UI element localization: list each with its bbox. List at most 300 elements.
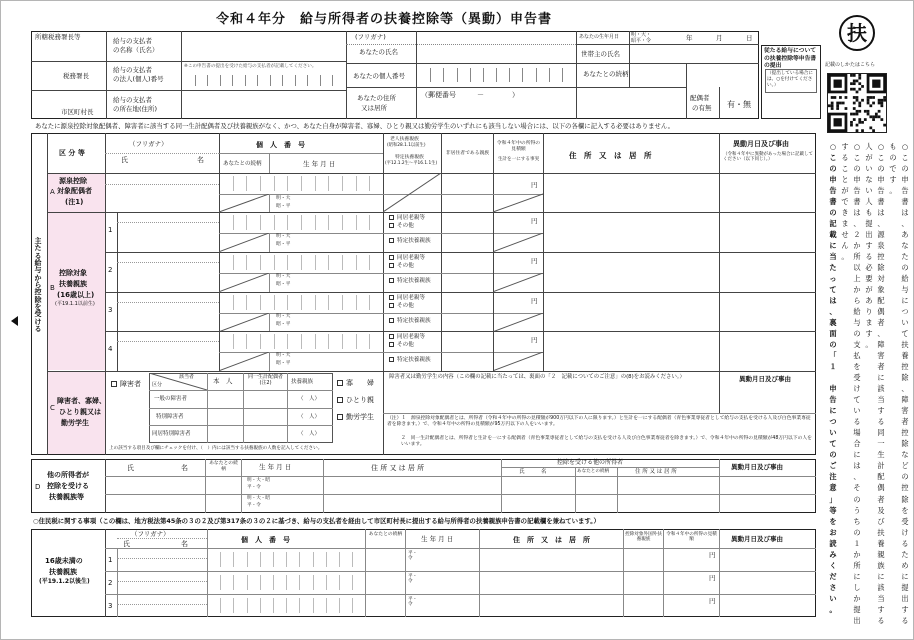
payer-address-label-2: の所在地(住所) [113, 105, 158, 113]
side-note-column: ○ こ の 申 告 書 は 、 源 泉 控 除 対 象 配 偶 者 、 障 害 者 に 該 当 す る 同 一 生 計 配 偶 者 及 び 扶 養 親 族 に 該 当 す る [877, 142, 885, 625]
your-name-label: あなたの氏名 [359, 48, 398, 56]
e-digit-divider [299, 598, 300, 613]
c-reason-label: 障害者又は勤労学生の内容（この欄の記載に当たっては、裏面の「２ 記載についてのご注意」の(8)をお読みください。） [389, 374, 685, 380]
kojin-digit-divider [356, 334, 357, 349]
section-b-label-3: (16歳以上) [57, 291, 95, 299]
kojin-digit-divider [246, 334, 247, 349]
b-row-yen: 円 [531, 217, 538, 225]
col-change: 異動月日及び事由 [733, 140, 789, 148]
kojin-digit-divider [301, 334, 302, 349]
e-digit-divider [220, 598, 221, 613]
b-check-tokutei[interactable]: 特定扶養親族 [389, 238, 431, 244]
kojin-digit-divider [287, 334, 288, 349]
your-address-label: あなたの住所 [357, 94, 396, 102]
digit-divider [307, 75, 308, 86]
kojin-digit-divider [246, 176, 247, 191]
d-other-relation: あなたとの続柄 [577, 469, 610, 474]
digit-divider [232, 75, 233, 86]
b-check-other[interactable]: その他 [389, 263, 414, 269]
digit-divider [295, 75, 296, 86]
e-digit-divider [339, 598, 340, 613]
kojin-digit-divider [233, 176, 234, 191]
digit-divider [509, 68, 510, 82]
kojin-digit-divider [342, 334, 343, 349]
e-digit-divider [247, 552, 248, 567]
qr-code-icon[interactable] [827, 73, 887, 133]
d-era-1: 明・大・昭 [247, 478, 270, 483]
digit-divider [483, 68, 484, 82]
postal-code-field[interactable]: （郵便番号 － ） [421, 91, 519, 99]
c-honnin: 本 人 [213, 377, 233, 385]
b-row-yen: 円 [531, 256, 538, 265]
your-address-label-2: 又は居所 [361, 104, 387, 112]
b-check-other[interactable]: その他 [389, 303, 414, 309]
kojin-digit-divider [328, 176, 329, 191]
kojin-digit-divider [260, 176, 261, 191]
section-d-label: 他の所得者が [47, 471, 89, 479]
head-name-label: 世帯主の氏名 [581, 50, 620, 58]
e-address: 住 所 又 は 居 所 [513, 536, 590, 544]
kojin-digit-divider [233, 255, 234, 270]
c-reason-field[interactable] [387, 383, 717, 413]
kojin-digit-divider [328, 334, 329, 349]
e-nonres: 控除対象外国外扶養親族 [625, 532, 662, 543]
spouse-yes-no[interactable]: 有・無 [727, 100, 751, 109]
secondary-salary-note: 従たる給与についての扶養控除等申告書の提出 [764, 48, 817, 70]
kojin-digit-divider [315, 215, 316, 230]
b-relation-slash [219, 233, 269, 252]
col-nonresident: 非居住者である親族 [445, 151, 490, 156]
b-row-split [269, 273, 270, 292]
digit-divider [536, 68, 537, 82]
b-row-number: 1 [108, 226, 113, 234]
section-e-label-2: 扶養親族 [49, 568, 77, 576]
section-d-letter: D [35, 483, 41, 491]
kojin-digit-divider [301, 255, 302, 270]
e-digit-divider [260, 552, 261, 567]
c-shogaisha-label: 障害者 [120, 380, 141, 388]
c-dokyo-tokubetsu: 同居特別障害者 [152, 431, 191, 437]
section-e-label: 16歳未満の [45, 557, 83, 565]
kojin-digit-divider [301, 176, 302, 191]
e-kojin: 個 人 番 号 [241, 536, 290, 544]
digit-divider [496, 68, 497, 82]
kojin-digit-divider [328, 255, 329, 270]
kojin-digit-divider [356, 215, 357, 230]
c-note-1: （注）１ 源泉控除対象配偶者とは、所得者（令和４年中の所得の見積額が900万円以下の人に限ります。）と生計を一にする配偶者（青色事業専従者として給与の支払を受ける人及び白色事業専従者を除きます。）で、令和４年中の所得の見積額が95万円以下の人をいいます。 [387, 416, 811, 428]
digit-divider [470, 68, 471, 82]
kojin-digit-divider [260, 255, 261, 270]
e-relation: あなたとの続柄 [368, 532, 403, 537]
kojin-digit-divider [274, 295, 275, 310]
col-furigana: （フリガナ） [129, 140, 168, 148]
section-b-label: 控除対象 [59, 269, 87, 277]
kojin-digit-divider [274, 176, 275, 191]
e-digit-divider [247, 575, 248, 590]
digit-divider [332, 75, 333, 86]
kojin-digit-divider [315, 295, 316, 310]
b-check-other[interactable]: その他 [389, 342, 414, 348]
d-shi: 氏 [127, 464, 134, 472]
kojin-digit-divider [246, 295, 247, 310]
e-row-dot [117, 558, 207, 559]
your-name-field[interactable] [417, 45, 575, 62]
a-era: 明・大 [276, 196, 291, 201]
digit-divider [207, 75, 208, 86]
kojin-digit-divider [369, 255, 370, 270]
section-b-label-2: 扶養親族 [59, 280, 87, 288]
side-note-column: ○ こ の 申 告 書 は 、 あ な た の 給 与 に つ い て 扶 養 控 除 、 障 害 者 控 除 な ど の 控 除 を 受 け る た め に 提 出 す る [901, 142, 909, 625]
kojin-digit-divider [369, 215, 370, 230]
kojin-digit-divider [315, 334, 316, 349]
side-note-column: す る こ と が で き ま せ ん 。 [841, 142, 849, 262]
b-row-era-2: 昭・平 [276, 242, 291, 247]
b-check-tokutei[interactable]: 特定扶養親族 [389, 357, 431, 363]
kojin-digit-divider [356, 295, 357, 310]
e-mei: 名 [181, 540, 188, 548]
e-digit-divider [260, 575, 261, 590]
col-special: 特定扶養親族 [395, 155, 424, 160]
your-number-label: あなたの個人番号 [353, 72, 405, 80]
a-yen: 円 [531, 181, 538, 189]
relation-label: あなたとの続柄 [583, 70, 629, 78]
kojin-digit-divider [342, 176, 343, 191]
form-badge: 扶 [839, 15, 875, 51]
e-income: 令和４年中の所得の見積額 [666, 532, 717, 543]
c-bottom-note: 上の該当する項目及び欄にチェックを付け、（ ）内には該当する扶養親族の人数を記入してください。 [109, 446, 323, 451]
payer-number-note: ※この申告書の提出を受けた給与の支払者が記載してください。 [184, 64, 317, 69]
kojin-digit-divider [233, 295, 234, 310]
kojin-digit-divider [356, 176, 357, 191]
tax-office-label: 所轄税務署長等 [35, 33, 81, 41]
kojin-digit-divider [233, 334, 234, 349]
section-a-label: 源泉控除 [59, 177, 87, 185]
e-digit-divider [313, 552, 314, 567]
b-check-tokutei[interactable]: 特定扶養親族 [389, 318, 431, 324]
e-row-yen: 円 [709, 597, 716, 605]
kojin-digit-divider [328, 295, 329, 310]
b-check-other[interactable]: その他 [389, 223, 414, 229]
digit-divider [430, 68, 431, 82]
section-c-label-2: ひとり親又は [59, 408, 101, 416]
b-row-number: 4 [108, 345, 113, 354]
resident-tax-header: ○住民税に関する事項（この欄は、地方税法第45条の３の２及び第317条の３の２に基づき、給与の支払者を経由して市区町村長に提出する給与所得者の扶養親族申告書の記載欄を兼ねています。） [33, 517, 600, 525]
e-digit-divider [326, 598, 327, 613]
kojin-digit-divider [233, 215, 234, 230]
e-digit-divider [313, 575, 314, 590]
e-row-era: 平・令 [408, 574, 418, 585]
payer-address-label: 給与の支払者 [113, 96, 152, 104]
kojin-digit-divider [287, 255, 288, 270]
digit-divider [270, 75, 271, 86]
e-digit-divider [273, 575, 274, 590]
city-head-label: 市区町村長 [61, 108, 94, 116]
how-to-link[interactable]: 記載のしかたはこちら [825, 62, 876, 68]
e-digit-divider [352, 598, 353, 613]
col-special-sub: (平12.1.2生～平16.1.1生) [385, 161, 438, 166]
d-change: 異動月日及び事由 [731, 463, 783, 471]
digit-divider [522, 68, 523, 82]
b-row-divider [105, 331, 816, 332]
section-d-label-2: 控除を受ける [47, 482, 89, 490]
col-remit: 生計を一にする事実 [497, 157, 540, 162]
secondary-salary-subnote: （提出している場合には、○を付けてください。） [767, 71, 813, 88]
kojin-digit-divider [260, 334, 261, 349]
kojin-digit-divider [328, 215, 329, 230]
e-row-number: 2 [108, 579, 113, 587]
spouse-label-2: の有無 [692, 104, 712, 112]
b-row-dot [117, 302, 219, 303]
b-row-era: 明・大 [276, 234, 291, 239]
e-digit-divider [233, 575, 234, 590]
kojin-digit-divider [301, 295, 302, 310]
e-digit-divider [352, 575, 353, 590]
e-digit-divider [339, 552, 340, 567]
payer-number-label: 給与の支払者 [113, 66, 152, 74]
digit-divider [443, 68, 444, 82]
b-row-dot [117, 222, 219, 223]
kojin-digit-divider [274, 215, 275, 230]
birth-label: あなたの生年月日 [579, 34, 620, 40]
payer-name-label: 給与の支払者 [113, 37, 152, 45]
c-note-2: ２ 同一生計配偶者とは、所得者と生計を一にする配偶者（青色事業専従者として給与の支払を受ける人及び白色事業専従者を除きます。）で、令和４年中の所得の見積額が48万円以下の人をいいます。 [401, 436, 812, 448]
col-elder: 老人扶養親族 [390, 137, 419, 142]
a-era-2: 昭・平 [276, 204, 291, 209]
col-kojin: 個 人 番 号 [256, 141, 305, 149]
kojin-digit-divider [369, 176, 370, 191]
d-mei: 名 [181, 464, 188, 472]
instruction-text: あなたに源泉控除対象配偶者、障害者に該当する同一生計配偶者及び扶養親族がなく、かつ、あなた自身が障害者、寡婦、ひとり親又は勤労学生のいずれにも該当しない場合には、以下の各欄に記入する必要はありません。 [35, 122, 675, 130]
tax-office-head-label: 税務署長 [63, 72, 89, 80]
kojin-digit-divider [260, 295, 261, 310]
e-row-number: 3 [108, 602, 113, 610]
form-title: 令和４年分 給与所得者の扶養控除等（異動）申告書 [216, 12, 553, 27]
c-doitsu: 同一生計配偶者(注2) [247, 374, 283, 386]
c-kinro-check[interactable] [337, 413, 374, 421]
kojin-digit-divider [274, 255, 275, 270]
b-relation-slash [219, 313, 269, 332]
e-digit-divider [326, 552, 327, 567]
b-row-yen: 円 [531, 296, 538, 305]
kojin-digit-divider [342, 255, 343, 270]
kojin-digit-divider [356, 255, 357, 270]
b-row-number: 3 [108, 305, 113, 314]
e-row-divider [105, 594, 816, 595]
e-row-yen: 円 [709, 551, 716, 559]
payer-number-field[interactable] [182, 71, 345, 90]
b-col-split [493, 212, 494, 371]
c-nin-2[interactable]: （ 人） [298, 414, 321, 420]
e-digit-divider [233, 552, 234, 567]
e-row-dot [117, 604, 207, 605]
left-arrow-icon [11, 316, 18, 326]
section-a-letter: A [50, 188, 55, 196]
digit-divider [195, 75, 196, 86]
b-row-split [269, 313, 270, 332]
e-row-dot [117, 581, 207, 582]
d-other-name: 氏 名 [519, 469, 547, 475]
e-shi: 氏 [123, 540, 130, 548]
kojin-digit-divider [342, 295, 343, 310]
b-row-split [269, 352, 270, 371]
c-nin-3[interactable]: （ 人） [298, 431, 321, 437]
c-kubun: 区分 [152, 382, 163, 388]
e-digit-divider [326, 575, 327, 590]
side-note-column: 人 が い な い 人 も 提 出 す る 必 要 が あ り ま す 。 [865, 142, 873, 350]
d-era-1b: 平・令 [247, 485, 261, 490]
e-digit-divider [220, 575, 221, 590]
b-row-divider [105, 252, 816, 253]
c-nin-1[interactable]: （ 人） [298, 396, 321, 402]
digit-divider [220, 75, 221, 86]
c-hitorioya-label: ひとり親 [346, 396, 374, 404]
c-kafu-check[interactable] [337, 379, 374, 387]
kojin-digit-divider [369, 334, 370, 349]
b-row-number: 2 [108, 265, 113, 274]
b-row-era-2: 昭・平 [276, 281, 291, 287]
c-hitorioya-check[interactable] [337, 396, 374, 404]
col-shi: 氏 [121, 156, 128, 164]
e-row-era: 平・令 [408, 597, 418, 608]
col-relation: あなたとの続柄 [223, 161, 262, 167]
e-change: 異動月日及び事由 [731, 535, 783, 543]
b-relation-slash [219, 352, 269, 371]
section-e-label-3: (平19.1.2以後生) [39, 578, 90, 585]
c-kafu-label: 寡 婦 [346, 379, 374, 387]
payer-name-field[interactable] [182, 32, 345, 61]
side-note-column: ○ こ の 申 告 書 は 、 ２ か 所 以 上 か ら 給 与 の 支 払 を 受 け て い る 場 合 に は 、 そ の う ち の １ か 所 に し か 提 出 [853, 142, 861, 625]
d-relation: あなたとの続柄 [209, 461, 238, 472]
e-digit-divider [286, 575, 287, 590]
c-tokubetsu: 特別障害者 [156, 414, 184, 420]
d-other-address: 住 所 又 は 居 所 [635, 469, 677, 475]
furigana-label: (フリガナ) [355, 33, 386, 41]
payer-number-label-2: の法人(個人)番号 [113, 75, 164, 83]
e-digit-divider [273, 598, 274, 613]
digit-divider [320, 75, 321, 86]
d-era-2b: 平・令 [247, 503, 261, 508]
side-note-column: も の で す 。 [889, 142, 897, 196]
payer-address-field[interactable] [182, 91, 345, 118]
b-relation-slash [219, 273, 269, 292]
e-digit-divider [273, 552, 274, 567]
kojin-digit-divider [342, 215, 343, 230]
b-remit-slash [493, 313, 543, 332]
d-other-payer: 控除を受ける他の所得者 [557, 459, 624, 466]
c-kinro-label: 勤労学生 [346, 413, 374, 421]
section-c-label-3: 勤労学生 [61, 419, 89, 427]
b-row-split [269, 233, 270, 252]
section-d-label-3: 扶養親族等 [49, 493, 84, 501]
payer-name-label-2: の名称（氏名） [113, 46, 159, 54]
kojin-digit-divider [274, 334, 275, 349]
col-income: 令和４年中の所得の見積額 [496, 141, 541, 152]
b-check-doukyo[interactable]: 同居老親等 [389, 255, 425, 261]
b-row-era: 明・大 [276, 353, 291, 359]
spouse-label: 配偶者 [690, 94, 710, 102]
kojin-digit-divider [287, 295, 288, 310]
section-a-label-2: 対象配偶者 [57, 187, 92, 195]
c-change-label: 異動月日及び事由 [739, 375, 791, 383]
digit-divider [549, 68, 550, 82]
e-digit-divider [313, 598, 314, 613]
e-digit-divider [339, 575, 340, 590]
e-digit-divider [299, 552, 300, 567]
c-shogaisha-check[interactable] [111, 380, 141, 388]
section-b-letter: B [50, 284, 55, 292]
kojin-digit-divider [315, 255, 316, 270]
b-row-era: 明・大 [276, 313, 291, 319]
digit-divider [257, 75, 258, 86]
b-check-tokutei[interactable]: 特定扶養親族 [389, 278, 431, 284]
side-notes [827, 141, 911, 631]
e-furigana: （フリガナ） [131, 530, 170, 538]
kojin-digit-divider [246, 255, 247, 270]
col-mei: 名 [197, 156, 204, 164]
c-fuyou: 扶養親族 [291, 379, 314, 385]
birth-year-unit: 年 [686, 34, 693, 42]
c-ippan: 一般の障害者 [154, 396, 188, 402]
e-digit-divider [286, 552, 287, 567]
b-row-divider [105, 292, 816, 293]
b-row-dot [117, 341, 219, 342]
col-change-note: （令和４年中に異動があった場合に記載してください（以下同じ）。） [723, 152, 813, 163]
c-gaitosha: 該当者 [179, 374, 195, 380]
b-check-doukyo[interactable]: 同居老親等 [389, 215, 425, 221]
digit-divider [457, 68, 458, 82]
e-digit-divider [233, 598, 234, 613]
b-row-era: 明・大 [276, 273, 291, 279]
birth-era: 明・大・昭平・令 [631, 32, 652, 44]
e-digit-divider [299, 575, 300, 590]
digit-divider [282, 75, 283, 86]
e-birth: 生 年 月 日 [421, 535, 454, 543]
digit-divider [245, 75, 246, 86]
birth-day-unit: 日 [746, 34, 753, 42]
b-check-doukyo[interactable]: 同居老親等 [389, 295, 425, 301]
section-a-label-3: (注1) [65, 198, 84, 206]
e-digit-divider [286, 598, 287, 613]
e-row-yen: 円 [709, 574, 716, 582]
kojin-digit-divider [287, 176, 288, 191]
your-number-field[interactable] [417, 64, 575, 86]
b-remit-slash [493, 273, 543, 292]
e-digit-divider [260, 598, 261, 613]
side-note-column: ○ こ の 申 告 書 の 記 載 に 当 た っ て は 、 裏 面 の 「 １ 申 告 に つ い て の ご 注 意 」 等 を お 読 み く だ さ い 。 [829, 142, 837, 614]
e-row-era: 平・令 [408, 551, 418, 562]
d-birth: 生 年 月 日 [259, 463, 292, 471]
b-row-era-2: 昭・平 [276, 321, 291, 327]
main-section-label: 主 た る 給 与 か ら 控 除 を 受 け る [34, 237, 42, 334]
birth-month-unit: 月 [716, 34, 723, 42]
section-c-label: 障害者、寡婦、 [57, 397, 106, 405]
kojin-digit-divider [287, 215, 288, 230]
e-row-divider [105, 571, 816, 572]
b-remit-slash [493, 233, 543, 252]
b-row-era-2: 昭・平 [276, 361, 291, 367]
e-digit-divider [247, 598, 248, 613]
b-check-doukyo[interactable]: 同居老親等 [389, 334, 425, 340]
b-row-dot [117, 262, 219, 263]
kojin-digit-divider [260, 215, 261, 230]
col-address: 住 所 又 は 居 所 [569, 151, 652, 160]
e-digit-divider [220, 552, 221, 567]
e-digit-divider [352, 552, 353, 567]
b-remit-slash [493, 352, 543, 371]
kojin-digit-divider [369, 295, 370, 310]
a-diagonal [383, 173, 543, 212]
a-relation-slash [219, 194, 269, 212]
